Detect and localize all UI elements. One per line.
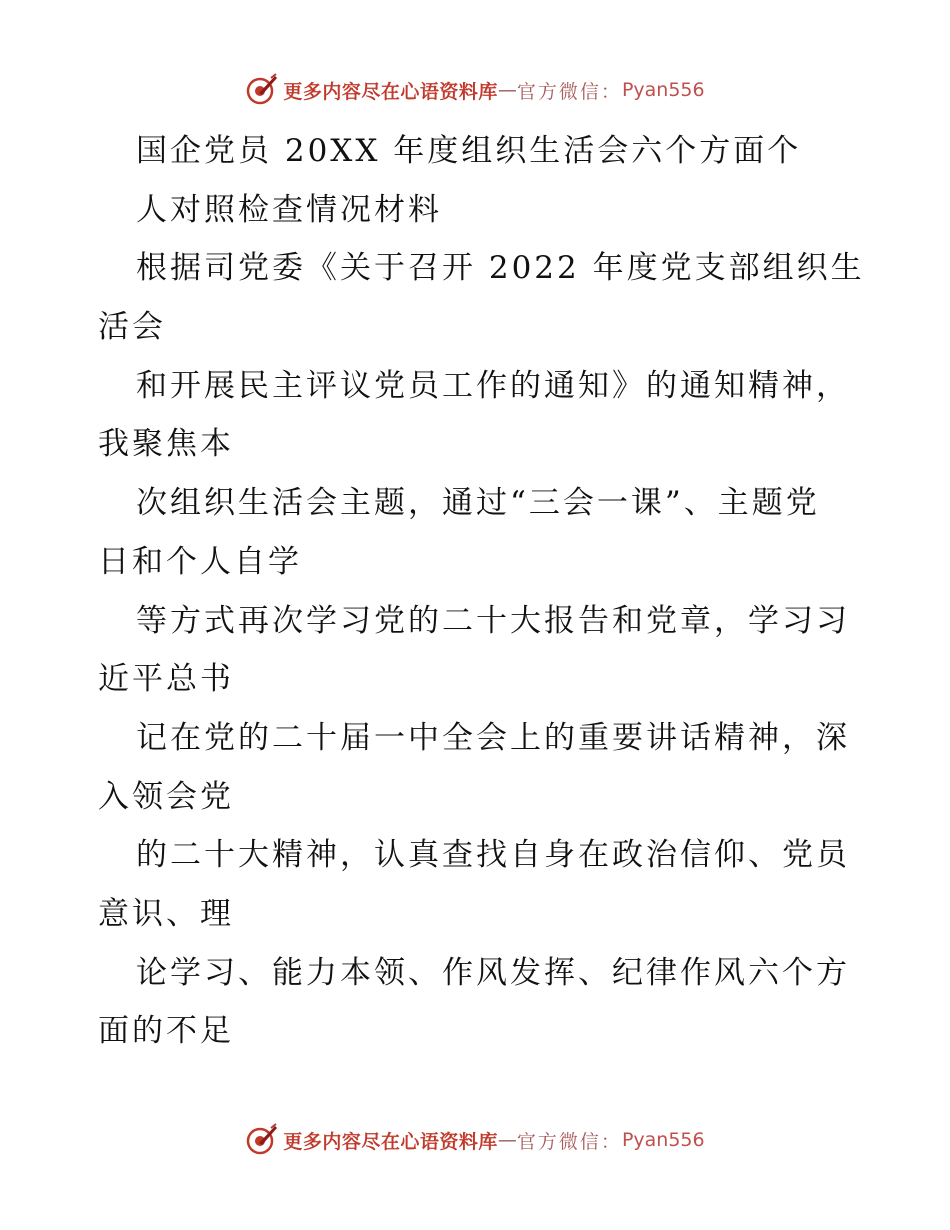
banner-wechat-label: 官方微信： [516, 1130, 622, 1153]
paragraph-line: 和开展民主评议党员工作的通知》的通知精神， [136, 367, 850, 404]
paragraph-line: 的二十大精神，认真查找自身在政治信仰、党员 [136, 837, 850, 874]
quill-pen-logo-icon [245, 73, 279, 107]
paragraph [98, 474, 858, 591]
header-banner [0, 70, 950, 110]
footer-banner [0, 1120, 950, 1160]
document-body [98, 122, 865, 1061]
paragraph-line: 面的不足 [98, 1013, 234, 1050]
paragraph-line: 日和个人自学 [98, 543, 302, 580]
banner-wechat-label: 官方微信： [516, 80, 622, 103]
banner-brand: 更多内容尽在心语资料库 [283, 1130, 498, 1153]
paragraph [98, 592, 858, 709]
quill-pen-logo-icon [245, 1123, 279, 1157]
paragraph-line: 记在党的二十届一中全会上的重要讲话精神，深 [136, 719, 850, 756]
paragraph-line: 近平总书 [98, 661, 234, 698]
paragraph-line: 根据司党委《关于召开 2022 年度党支部组织生 [136, 250, 865, 287]
paragraph [98, 239, 865, 356]
banner-account: Pyan556 [621, 1129, 705, 1151]
banner-separator: — [497, 1129, 517, 1151]
banner-separator: — [497, 79, 517, 101]
banner-brand: 更多内容尽在心语资料库 [283, 80, 498, 103]
title-line: 国企党员 20XX 年度组织生活会六个方面个 [136, 133, 802, 169]
document-title [98, 122, 858, 239]
paragraph [98, 357, 858, 474]
paragraph-line: 活会 [98, 309, 166, 346]
paragraph-line: 论学习、能力本领、作风发挥、纪律作风六个方 [136, 954, 850, 991]
banner-account: Pyan556 [621, 79, 705, 101]
paragraph [98, 709, 858, 826]
paragraph [98, 826, 858, 943]
paragraph-line: 入领会党 [98, 778, 234, 815]
paragraph [98, 944, 858, 1061]
paragraph-line: 我聚焦本 [98, 426, 234, 463]
title-line: 人对照检查情况材料 [136, 191, 442, 228]
paragraph-line: 次组织生活会主题，通过“三会一课”、主题党 [136, 485, 820, 522]
paragraph-line: 等方式再次学习党的二十大报告和党章，学习习 [136, 602, 850, 639]
paragraph-line: 意识、理 [98, 895, 234, 932]
